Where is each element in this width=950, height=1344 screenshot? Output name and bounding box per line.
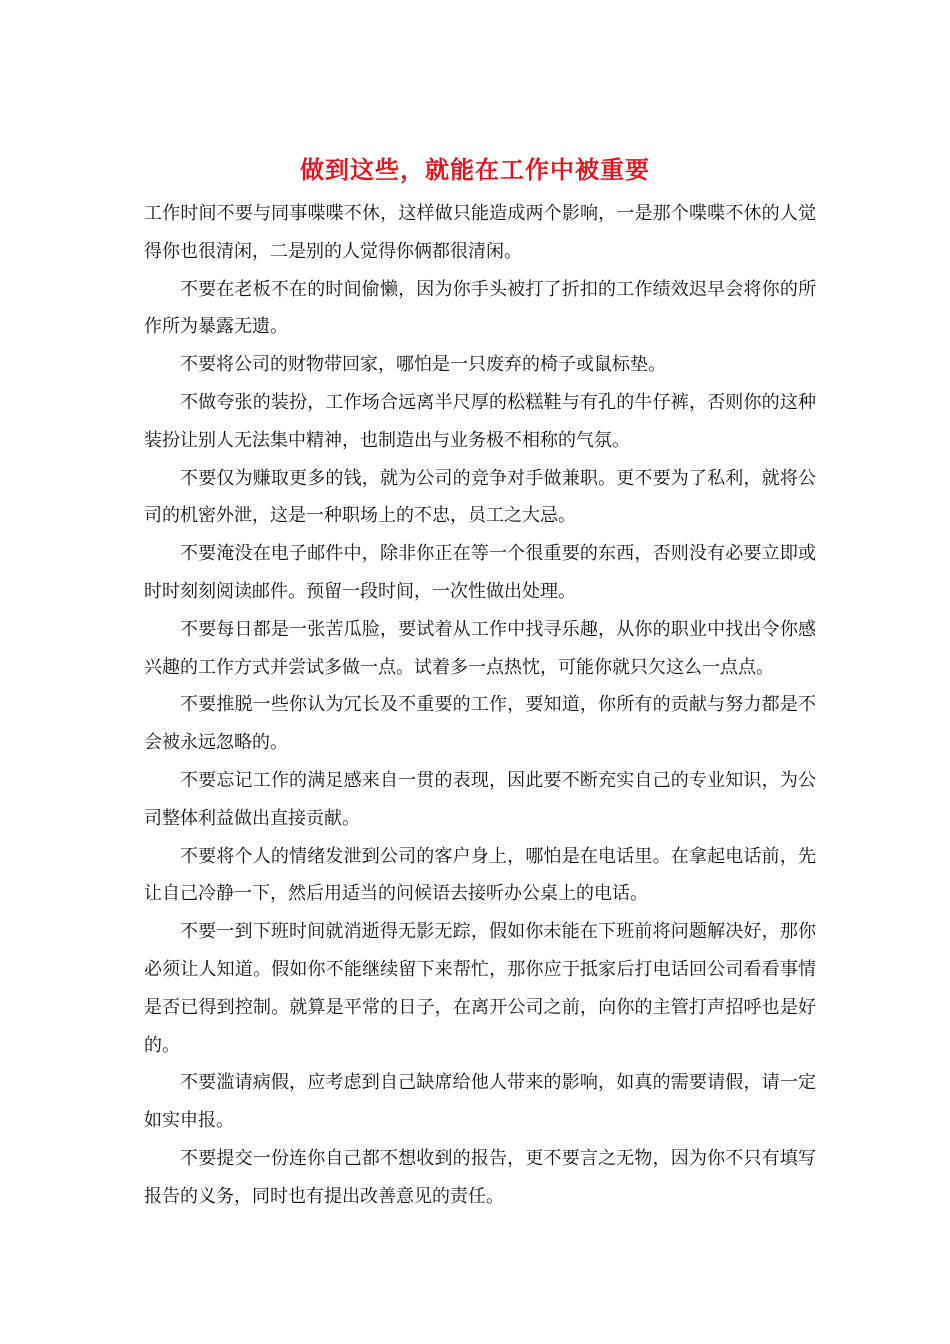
paragraph-12: 不要滥请病假，应考虑到自己缺席给他人带来的影响，如真的需要请假，请一定如实申报。 bbox=[144, 1072, 816, 1132]
paragraph-3: 不要将公司的财物带回家，哪怕是一只废弃的椅子或鼠标垫。 bbox=[180, 354, 666, 376]
paragraph-5: 不要仅为赚取更多的钱，就为公司的竞争对手做兼职。更不要为了私利，就将公司的机密外泄，这是一种职场上的不忠，员工之大忌。 bbox=[144, 467, 816, 527]
paragraph-4: 不做夸张的装扮，工作场合远离半尺厚的松糕鞋与有孔的牛仔裤，否则你的这种装扮让别人无法集中精神，也制造出与业务极不相称的气氛。 bbox=[144, 391, 816, 451]
paragraph-9: 不要忘记工作的满足感来自一贯的表现，因此要不断充实自己的专业知识，为公司整体利益做出直接贡献。 bbox=[144, 769, 816, 829]
paragraph-2: 不要在老板不在的时间偷懒，因为你手头被打了折扣的工作绩效迟早会将你的所作所为暴露无遗。 bbox=[144, 278, 816, 338]
paragraph-7: 不要每日都是一张苦瓜脸，要试着从工作中找寻乐趣，从你的职业中找出令你感兴趣的工作方式并尝试多做一点。试着多一点热忱，可能你就只欠这么一点点。 bbox=[144, 618, 816, 678]
paragraph-13: 不要提交一份连你自己都不想收到的报告，更不要言之无物，因为你不只有填写报告的义务，同时也有提出改善意见的责任。 bbox=[144, 1147, 816, 1207]
paragraph-8: 不要推脱一些你认为冗长及不重要的工作，要知道，你所有的贡献与努力都是不会被永远忽略的。 bbox=[144, 694, 816, 754]
paragraph-6: 不要淹没在电子邮件中，除非你正在等一个很重要的东西，否则没有必要立即或时时刻刻阅读邮件。预留一段时间，一次性做出处理。 bbox=[144, 543, 816, 602]
paragraph-11: 不要一到下班时间就消逝得无影无踪，假如你未能在下班前将问题解决好，那你必须让人知道。假如你不能继续留下来帮忙，那你应于抵家后打电话回公司看看事情是否已得到控制。就算是平常的日子，在离开公司之前，向你的主管打声招呼也是好的。 bbox=[144, 921, 816, 1056]
document-title: 做到这些，就能在工作中被重要 bbox=[300, 155, 650, 184]
paragraph-10: 不要将个人的情绪发泄到公司的客户身上，哪怕是在电话里。在拿起电话前，先让自己冷静一下，然后用适当的问候语去接听办公桌上的电话。 bbox=[144, 845, 816, 905]
document-body bbox=[144, 195, 816, 1216]
paragraph-1: 工作时间不要与同事喋喋不休，这样做只能造成两个影响，一是那个喋喋不休的人觉得你也很清闲，二是别的人觉得你俩都很清闲。 bbox=[144, 203, 816, 262]
